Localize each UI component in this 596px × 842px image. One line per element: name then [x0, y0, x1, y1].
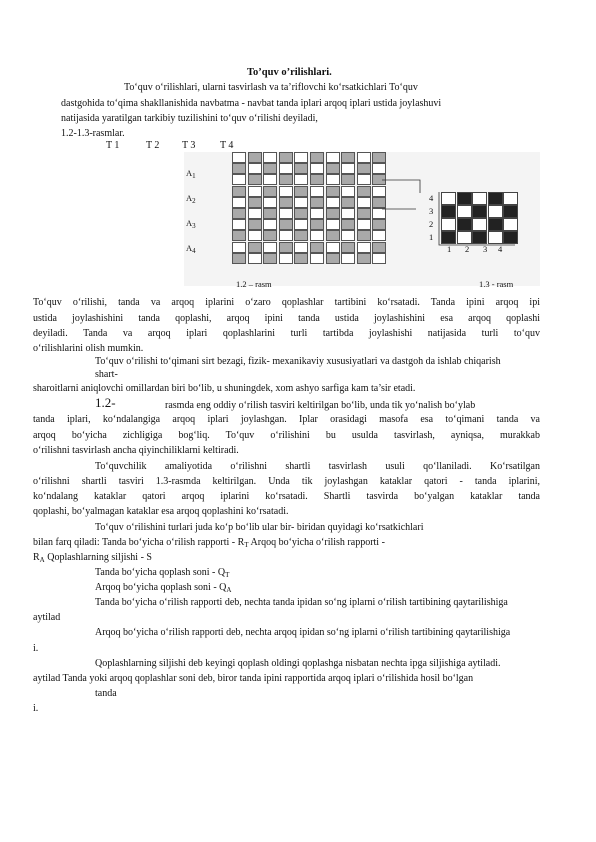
- weave-cell: [263, 219, 277, 230]
- weave-cell: [232, 242, 246, 253]
- weave-cell: [294, 163, 308, 174]
- weave-cell: [326, 163, 340, 174]
- col-number: 1: [447, 244, 452, 254]
- weave-cell: [357, 197, 371, 208]
- weave-cell: [294, 219, 308, 230]
- weave-cell: [341, 253, 355, 264]
- weave-cell: [248, 230, 262, 241]
- intro-line: To‘quv o‘rilishlari, ularni tasvirlash va ta’riflovchi ko‘rsatkichlari To‘quv: [124, 82, 418, 93]
- weave-cell: [263, 163, 277, 174]
- weave-cell: [232, 230, 246, 241]
- paragraph-line: Qoplashlarning siljishi deb keyingi qoplash oldingi qoplashga nisbatan nechta ipga siljishiga aytiladi.: [95, 658, 501, 669]
- weave-cell: [310, 186, 324, 197]
- weave-cell: [326, 197, 340, 208]
- weave-cell: [279, 242, 293, 253]
- paragraph-line: To‘quvchilik amaliyotida o‘rilishni shartli tasvirlash usuli qo‘llaniladi. Ko‘rsatilgan: [95, 461, 540, 472]
- weave-cell: [279, 174, 293, 185]
- row-number: 1: [429, 232, 434, 242]
- row-number: 4: [429, 193, 434, 203]
- weave-cell: [357, 163, 371, 174]
- weave-cell: [341, 152, 355, 163]
- weave-cell: [310, 219, 324, 230]
- weave-cell: [294, 242, 308, 253]
- paragraph-line: Tanda bo‘yicha o‘rilish rapporti deb, nechta tanda ipidan so‘ng iplarni o‘rilish tartibining qaytarilishiga: [95, 597, 508, 608]
- weave-cell: [357, 208, 371, 219]
- col-number: 3: [483, 244, 488, 254]
- weave-cell: [341, 208, 355, 219]
- weave-cell: [263, 253, 277, 264]
- figure-caption: 1.3 - rasm: [479, 279, 514, 289]
- weave-cell: [310, 174, 324, 185]
- paragraph-line: qoplashi, bo‘yalmagan kataklar esa arqoq qoplashini ko‘rsatadi.: [33, 506, 289, 517]
- weave-cell: [326, 174, 340, 185]
- weave-cell: [279, 230, 293, 241]
- weave-cell: [232, 152, 246, 163]
- weave-cell: [279, 253, 293, 264]
- definition-line: Arqoq bo‘yicha qoplash soni - $Q_A$: [95, 582, 232, 594]
- paragraph-line: tanda iplari, ko‘ndalangiga arqoq iplari joylashgan. Iplar orasidagi masofa esa to‘qimani tanda va: [33, 414, 540, 425]
- weave-cell: [341, 197, 355, 208]
- weave-cell: [326, 230, 340, 241]
- weave-cell: [248, 174, 262, 185]
- weave-cell: [279, 152, 293, 163]
- weave-cell: [310, 152, 324, 163]
- weave-cell: [248, 253, 262, 264]
- weave-cell: [248, 186, 262, 197]
- weave-cell: [263, 186, 277, 197]
- weave-cell: [294, 208, 308, 219]
- weave-cell: [294, 152, 308, 163]
- weave-cell: [279, 208, 293, 219]
- paragraph-line: ustida joylashishini tanda qoplashi, arqoq ipini tanda ustida joylashishini esa arqoq qoplashi: [33, 313, 540, 324]
- weave-cell: [232, 174, 246, 185]
- paragraph-line: To‘quv o‘rilishi, tanda va arqoq iplarini o‘zaro qoplashlar tartibini ko‘rsatadi. Tanda ipini arqoq ipi: [33, 297, 540, 308]
- weave-cell: [248, 219, 262, 230]
- weave-cell: [248, 152, 262, 163]
- paragraph-line: arqoq bo‘yicha zichligiga bog‘liq. To‘quv o‘rilishini bu usulda tasvirlash, ayniqsa, murakkab: [33, 430, 540, 441]
- weave-cell: [326, 152, 340, 163]
- t-label: T 4: [220, 140, 234, 151]
- weave-cell: [232, 186, 246, 197]
- weave-cell: [357, 230, 371, 241]
- weave-cell: [294, 230, 308, 241]
- paragraph-line: To‘quv o‘rilishi to‘qimani sirt bezagi, fizik- mexanikaviy xususiyatlari va dastgoh da ishlab chiqarish: [95, 356, 501, 367]
- a-label: $A_1$: [186, 168, 196, 180]
- row-number: 3: [429, 206, 434, 216]
- figure-reference: 1.2-: [95, 395, 116, 410]
- paragraph-line: To‘quv o‘rilishini turlari juda ko‘p bo‘lib ular bir- biridan quyidagi ko‘rsatkichlari: [95, 522, 424, 533]
- weave-cell: [357, 253, 371, 264]
- weave-cell: [232, 253, 246, 264]
- intro-line: 1.2-1.3-rasmlar.: [61, 128, 125, 139]
- weave-cell: [341, 163, 355, 174]
- row-number: 2: [429, 219, 434, 229]
- paragraph-line: o‘rilishni tasvirlash ancha qiyinchiliklarni keltiradi.: [33, 445, 239, 456]
- weave-cell: [263, 242, 277, 253]
- intro-line: natijasida yaratilgan tarkibiy tuzilishini to‘quv o‘rilishi deyiladi,: [61, 113, 318, 124]
- t-label: T 1: [106, 140, 120, 151]
- paragraph-line: sharoitlarni aniqlovchi omillardan biri bo‘lib, u shuningdek, xom ashyo sarfiga kam ta’sir etadi.: [33, 383, 416, 394]
- t-label: T 3: [182, 140, 196, 151]
- weave-cell: [341, 174, 355, 185]
- weave-cell: [279, 219, 293, 230]
- paragraph-line: o‘rilishni shartli tasviri 1.3-rasmda keltirilgan. Unda tik joylashgan kataklar qatori - tanda iplarini,: [33, 476, 540, 487]
- weave-cell: [310, 230, 324, 241]
- col-number: 2: [465, 244, 470, 254]
- weave-cell: [341, 230, 355, 241]
- weave-cell: [326, 208, 340, 219]
- a-label: $A_4$: [186, 243, 196, 255]
- weave-cell: [357, 219, 371, 230]
- weave-cell: [310, 197, 324, 208]
- paragraph-line: ko‘ndalang kataklar qatori arqoq iplarini ko‘rsatadi. Shartli tasvirda bo‘yalgan kataklar tanda: [33, 491, 540, 502]
- t-label: T 2: [146, 140, 160, 151]
- weave-cell: [232, 197, 246, 208]
- paragraph-line: tanda: [95, 688, 117, 699]
- weave-cell: [357, 242, 371, 253]
- paragraph-line: aytilad: [33, 612, 61, 623]
- weave-cell: [232, 208, 246, 219]
- weave-cell: [263, 152, 277, 163]
- col-number: 4: [498, 244, 503, 254]
- paragraph-line: i.: [33, 643, 39, 654]
- weave-cell: [341, 186, 355, 197]
- weave-cell: [263, 197, 277, 208]
- a-label: $A_2$: [186, 193, 196, 205]
- weave-cell: [263, 208, 277, 219]
- weave-cell: [294, 253, 308, 264]
- figure-caption: 1.2 – rasm: [236, 279, 272, 289]
- paragraph-line: deyiladi. Tanda va arqoq iplari qoplashlarini turli tartibda joylashishi natijasida turli to‘quv: [33, 328, 540, 339]
- weave-cell: [372, 253, 386, 264]
- paragraph-line: rasmda eng oddiy o‘rilish tasviri keltirilgan bo‘lib, unda tik yo‘nalish bo‘ylab: [165, 400, 476, 411]
- definition-line: Tanda bo‘yicha qoplash soni - $Q_T$: [95, 567, 230, 579]
- weave-cell: [372, 242, 386, 253]
- paragraph-line: aytilad Tanda yoki arqoq qoplashlar soni deb, biror tanda ipini rapportida arqoq iplari o‘rilishida hosil bo‘lgan: [33, 673, 474, 684]
- weave-cell: [248, 197, 262, 208]
- weave-cell: [357, 174, 371, 185]
- weave-cell: [326, 186, 340, 197]
- weave-cell: [310, 208, 324, 219]
- weave-cell: [248, 242, 262, 253]
- intro-line: dastgohida to‘qima shakllanishida navbatma - navbat tanda iplari arqoq iplari ustida joylashuvi: [61, 98, 442, 109]
- paragraph-line: $R_A$ Qoplashlarning siljishi - S: [33, 552, 152, 564]
- paragraph-line: shart-: [95, 369, 118, 380]
- weave-cell: [232, 219, 246, 230]
- weave-cell: [326, 253, 340, 264]
- grid-axes: [437, 190, 517, 250]
- weave-cell: [248, 208, 262, 219]
- weave-cell: [357, 186, 371, 197]
- weave-cell: [232, 163, 246, 174]
- weave-cell: [294, 197, 308, 208]
- page-title: To’quv o’rilishlari.: [247, 67, 332, 78]
- weave-cell: [341, 219, 355, 230]
- weave-cell: [372, 219, 386, 230]
- weave-cell: [310, 163, 324, 174]
- weave-cell: [294, 174, 308, 185]
- a-label: $A_3$: [186, 218, 196, 230]
- weave-cell: [294, 186, 308, 197]
- weave-cell: [263, 230, 277, 241]
- paragraph-line: Arqoq bo‘yicha o‘rilish rapporti deb, nechta arqoq ipidan so‘ng iplarni o‘rilish tartibining qaytarilishiga: [95, 627, 511, 638]
- weave-cell: [279, 186, 293, 197]
- weave-cell: [248, 163, 262, 174]
- paragraph-line: o‘rilishlarini olish mumkin.: [33, 343, 144, 354]
- weave-cell: [279, 163, 293, 174]
- weave-cell: [341, 242, 355, 253]
- weave-cell: [263, 174, 277, 185]
- weave-cell: [279, 197, 293, 208]
- paragraph-line: i.: [33, 703, 39, 714]
- weave-cell: [310, 253, 324, 264]
- weave-cell: [326, 219, 340, 230]
- weave-cell: [326, 242, 340, 253]
- weave-cell: [310, 242, 324, 253]
- paragraph-line: bilan farq qiladi: Tanda bo‘yicha o‘rilish rapporti - $R_T$ Arqoq bo‘yicha o‘rilish rapporti -: [33, 537, 385, 549]
- weave-cell: [372, 230, 386, 241]
- weave-cell: [357, 152, 371, 163]
